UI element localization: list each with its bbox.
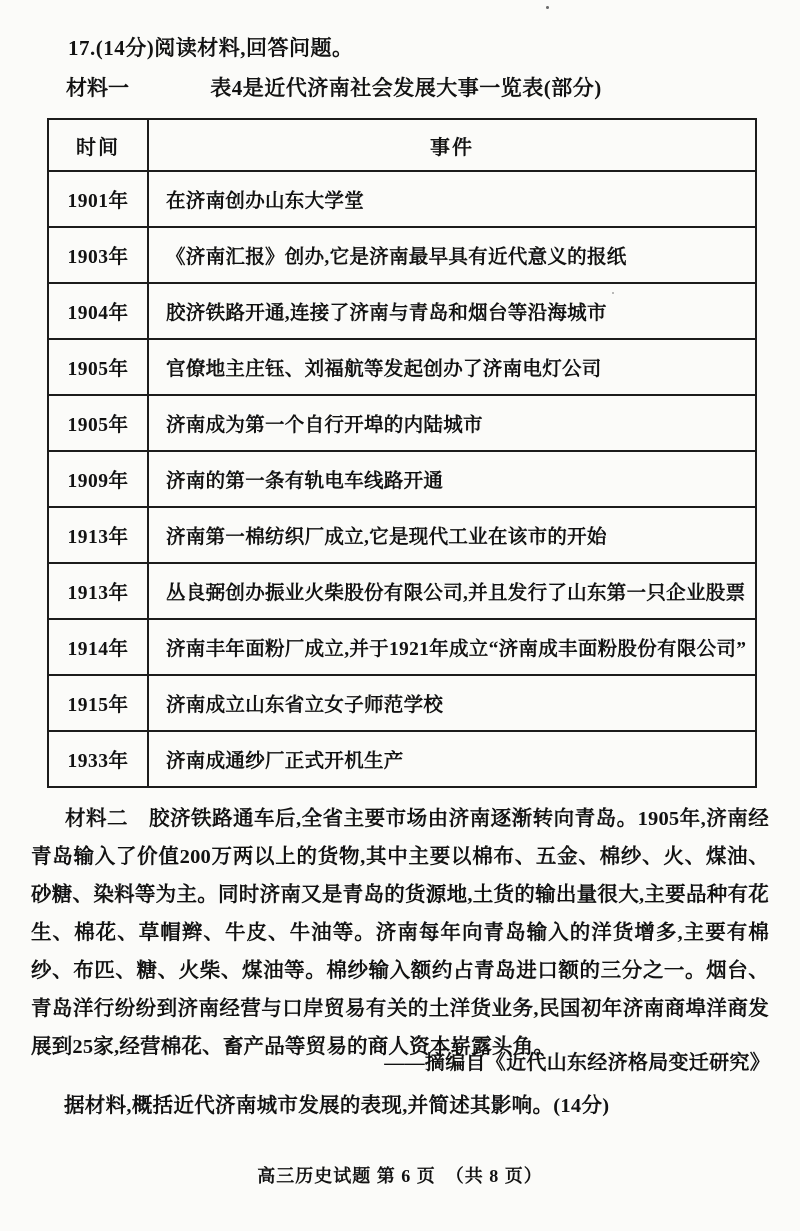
cell-year: 1914年: [48, 619, 148, 675]
source-citation: ——摘编自《近代山东经济格局变迁研究》: [384, 1052, 770, 1074]
cell-event: 官僚地主庄钰、刘福航等发起创办了济南电灯公司: [148, 339, 756, 395]
cell-event: 济南的第一条有轨电车线路开通: [148, 451, 756, 507]
table-title: 表4是近代济南社会发展大事一览表(部分): [210, 76, 602, 100]
cell-event: 济南成通纱厂正式开机生产: [148, 731, 756, 787]
table-row: [48, 171, 756, 227]
table-row: [48, 451, 756, 507]
cell-year: 1905年: [48, 339, 148, 395]
material-two-text: 胶济铁路通车后,全省主要市场由济南逐渐转向青岛。1905年,济南经青岛输入了价值200万两以上的货物,其中主要以棉布、五金、棉纱、火、煤油、砂糖、染料等为主。同时济南又是青岛的货源地,土货的输出量很大,主要品种有花生、棉花、草帽辫、牛皮、牛油等。济南每年向青岛输入的洋货增多,主要有棉纱、布匹、糖、火柴、煤油等。棉纱输入额约占青岛进口额的三分之一。烟台、青岛洋行纷纷到济南经营与口岸贸易有关的土洋货业务,民国初年济南商埠洋商发展到25家,经营棉花、畜产品等贸易的商人资本崭露头角。: [31, 808, 769, 1058]
cell-year: 1913年: [48, 507, 148, 563]
cell-event: 济南第一棉纺织厂成立,它是现代工业在该市的开始: [148, 507, 756, 563]
column-header-time: 时间: [48, 119, 148, 171]
table-row: [48, 619, 756, 675]
question-prompt: 据材料,概括近代济南城市发展的表现,并简述其影响。(14分): [64, 1095, 610, 1117]
cell-event: 济南丰年面粉厂成立,并于1921年成立“济南成丰面粉股份有限公司”: [148, 619, 756, 675]
cell-event: 济南成立山东省立女子师范学校: [148, 675, 756, 731]
cell-event: 在济南创办山东大学堂: [148, 171, 756, 227]
table-header-row: [48, 119, 756, 171]
table-row: [48, 563, 756, 619]
cell-year: 1904年: [48, 283, 148, 339]
cell-year: 1905年: [48, 395, 148, 451]
cell-year: 1909年: [48, 451, 148, 507]
table-row: [48, 675, 756, 731]
material-one-heading: [66, 72, 756, 102]
page-footer: 高三历史试题 第 6 页 （共 8 页）: [257, 1166, 543, 1186]
cell-year: 1913年: [48, 563, 148, 619]
cell-year: 1933年: [48, 731, 148, 787]
table-row: [48, 339, 756, 395]
cell-event: 《济南汇报》创办,它是济南最早具有近代意义的报纸: [148, 227, 756, 283]
cell-event: 胶济铁路开通,连接了济南与青岛和烟台等沿海城市: [148, 283, 756, 339]
scan-speck: [612, 292, 614, 294]
table-row: [48, 731, 756, 787]
table-row: [48, 395, 756, 451]
table-row: [48, 227, 756, 283]
material-two-spacer: [128, 808, 149, 830]
column-header-event: 事件: [148, 119, 756, 171]
table-row: [48, 283, 756, 339]
cell-event: 丛良弼创办振业火柴股份有限公司,并且发行了山东第一只企业股票: [148, 563, 756, 619]
cell-year: 1915年: [48, 675, 148, 731]
cell-event: 济南成为第一个自行开埠的内陆城市: [148, 395, 756, 451]
material-two-paragraph: [31, 800, 769, 1066]
cell-year: 1901年: [48, 171, 148, 227]
table-row: [48, 507, 756, 563]
events-table: [47, 118, 757, 788]
question-header: 17.(14分)阅读材料,回答问题。: [68, 36, 354, 60]
material-one-label: 材料一: [66, 76, 129, 100]
scan-speck: [546, 6, 549, 9]
cell-year: 1903年: [48, 227, 148, 283]
material-two-label: 材料二: [65, 808, 128, 830]
